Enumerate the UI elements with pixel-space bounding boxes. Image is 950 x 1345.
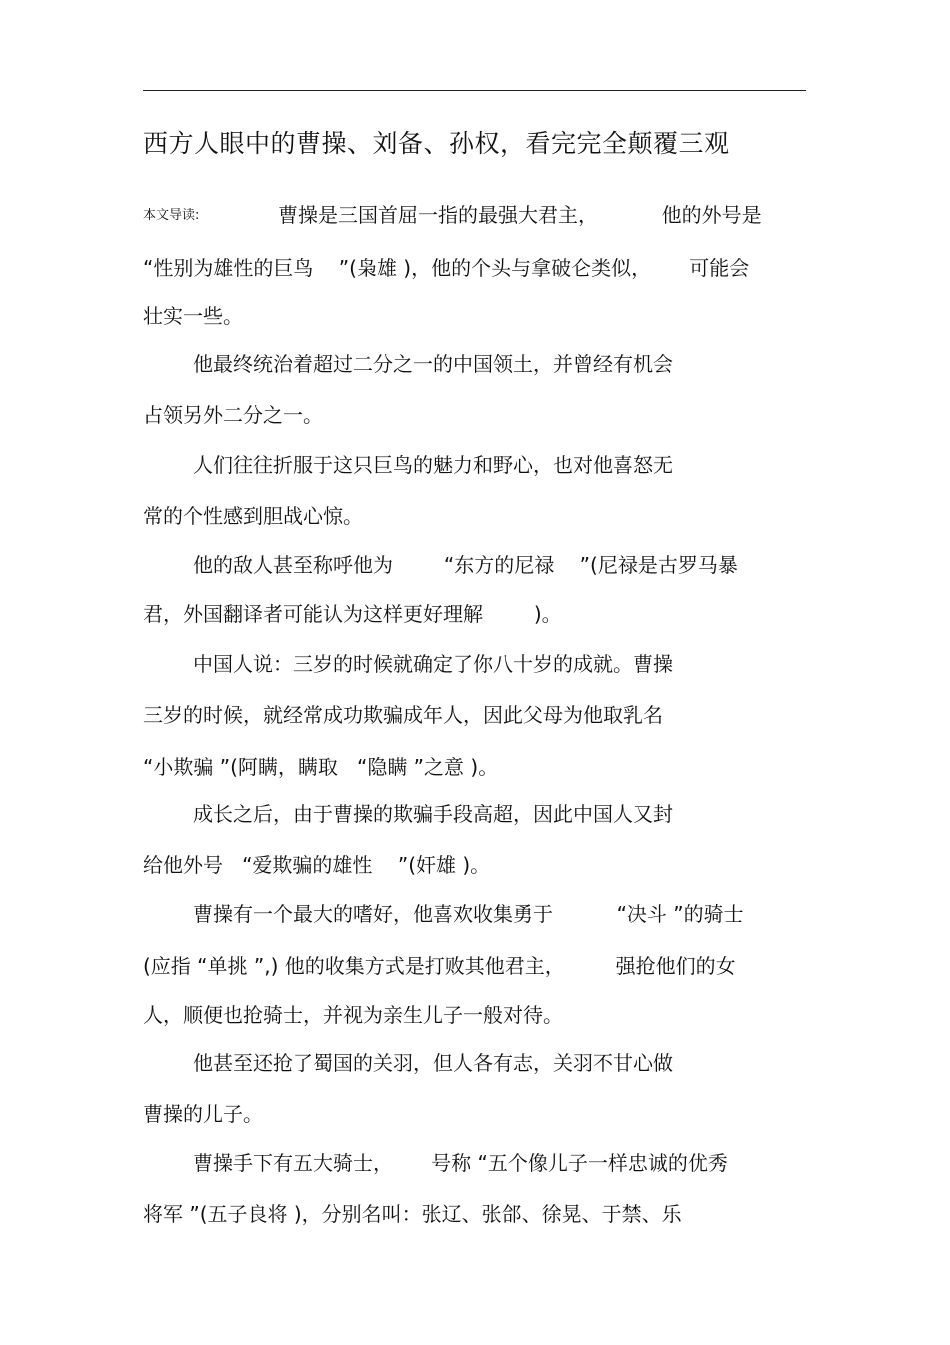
text-line: “小欺骗 ”(阿瞒，瞒取 “隐瞒 ”之意 )。 — [143, 755, 499, 779]
text-line: 占领另外二分之一。 — [143, 403, 323, 427]
text-line: 曹操的儿子。 — [143, 1102, 263, 1126]
text-line: 人们往往折服于这只巨鸟的魅力和野心，也对他喜怒无 — [193, 453, 673, 477]
text-line: “性别为雄性的巨鸟 ”(枭雄 )，他的个头与拿破仑类似， 可能会 — [143, 256, 750, 280]
text-line: 三岁的时候，就经常成功欺骗成年人，因此父母为他取乳名 — [143, 703, 663, 727]
text-line: 曹操是三国首屈一指的最强大君主， 他的外号是 — [278, 203, 762, 227]
text-line: 他的敌人甚至称呼他为 “东方的尼禄 ”(尼禄是古罗马暴 — [193, 553, 738, 577]
intro-label: 本文导读: — [143, 208, 200, 223]
text-line: 曹操有一个最大的嗜好，他喜欢收集勇于 “决斗 ”的骑士 — [193, 902, 744, 926]
text-line: 将军 ”(五子良将 )，分别名叫：张辽、张郃、徐晃、于禁、乐 — [143, 1202, 682, 1226]
text-line: 人，顺便也抢骑士，并视为亲生儿子一般对待。 — [143, 1003, 563, 1027]
header-rule — [143, 90, 806, 91]
text-line: 成长之后，由于曹操的欺骗手段高超，因此中国人又封 — [193, 802, 673, 826]
text-line: 他甚至还抢了蜀国的关羽，但人各有志，关羽不甘心做 — [193, 1051, 673, 1075]
text-line: 常的个性感到胆战心惊。 — [143, 504, 363, 528]
text-line: 君，外国翻译者可能认为这样更好理解 )。 — [143, 602, 562, 626]
text-line: 曹操手下有五大骑士， 号称 “五个像儿子一样忠诚的优秀 — [193, 1151, 728, 1175]
text-line: 壮实一些。 — [143, 304, 243, 328]
text-line: 中国人说：三岁的时候就确定了你八十岁的成就。曹操 — [193, 652, 673, 676]
text-line: 给他外号 “爱欺骗的雄性 ”(奸雄 )。 — [143, 853, 491, 877]
text-line: (应指 “单挑 ”,) 他的收集方式是打败其他君主， 强抢他们的女 — [143, 954, 736, 978]
article-title: 西方人眼中的曹操、刘备、孙权，看完完全颠覆三观 — [143, 129, 730, 158]
text-line: 他最终统治着超过二分之一的中国领土，并曾经有机会 — [193, 352, 673, 376]
